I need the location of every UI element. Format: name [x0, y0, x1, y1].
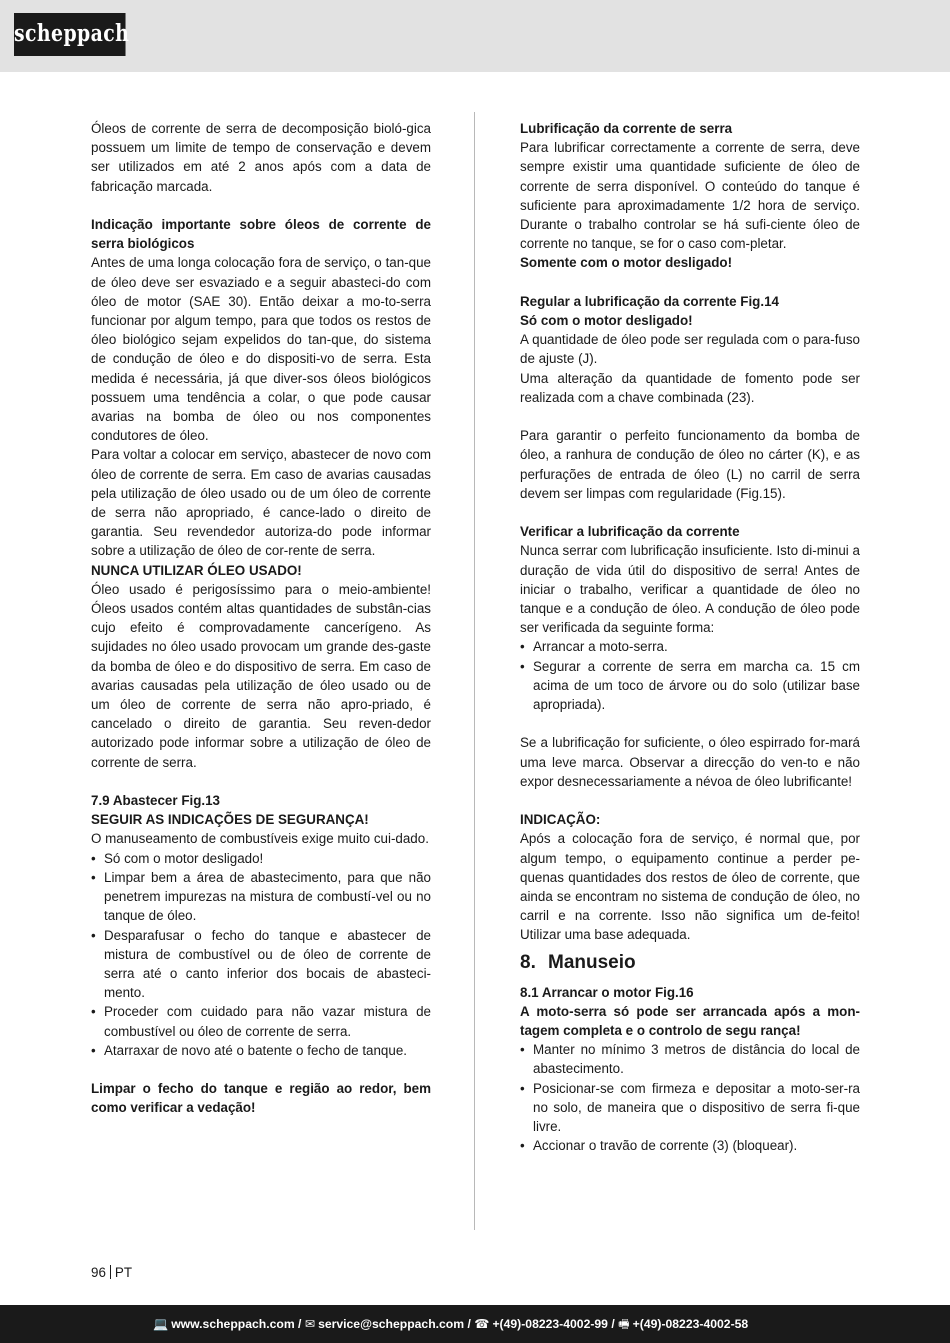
regulate-paragraph-3: Para garantir o perfeito funcionamento da bomba de óleo, a ranhura de condução de óleo no cárter (K), e as perfurações de entrada de óleo (L) no carril de serra devem ser limpas com regularidade (Fig.15). [520, 428, 860, 501]
important-heading: Indicação importante sobre óleos de corrente de serra biológicos [91, 217, 431, 252]
start-bullet-list [520, 1040, 860, 1155]
mail-icon: ✉ [304, 1317, 316, 1331]
list-item: • Proceder com cuidado para não vazar mistura de combustível ou óleo de corrente de serra. [91, 1002, 431, 1040]
section-paragraph: O manuseamento de combustíveis exige muito cui-dado. [91, 831, 429, 847]
page-separator [110, 1265, 111, 1279]
list-item: • Desparafusar o fecho do tanque e abastecer de mistura de combustível ou de óleo de corrente de serra até o canto inferior dos bocais de abasteci-mento. [91, 926, 431, 1003]
left-column [91, 119, 431, 1118]
never-heading: NUNCA UTILIZAR ÓLEO USADO! [91, 562, 302, 578]
chapter-title: Manuseio [548, 951, 636, 973]
column-divider [474, 112, 475, 1230]
note-heading: INDICAÇÃO: [520, 812, 601, 828]
page-number-value: 96 [91, 1265, 106, 1280]
footer-contact [153, 1305, 748, 1343]
footer-bar [0, 1305, 950, 1343]
footer-phone: +(49)-08223-4002-99 / [492, 1317, 615, 1331]
footer-fax: +(49)-08223-4002-58 [632, 1317, 749, 1331]
regulate-paragraph-2: Uma alteração da quantidade de fomento pode ser realizada com a chave combinada (23). [520, 370, 860, 405]
list-item: • Só com o motor desligado! [91, 849, 431, 868]
check-bullet-list [520, 637, 860, 714]
chapter-heading [520, 945, 860, 983]
list-item: • Manter no mínimo 3 metros de distância do local de abastecimento. [520, 1040, 860, 1078]
list-item: • Arrancar a moto-serra. [520, 637, 860, 656]
page-language: PT [114, 1265, 133, 1280]
check-paragraph: Nunca serrar com lubrificação insuficiente. Isto di-minui a duração de vida útil do dispositivo de serra! Antes de iniciar o trabalho, verificar a quantidade de óleo no tanque e a condução de óleo. A condução de óleo pode ser verificada da seguinte forma: [520, 543, 860, 636]
list-item: • Segurar a corrente de serra em marcha ca. 15 cm acima de um toco de árvore ou do solo (utilizar base apropriada). [520, 657, 860, 715]
regulate-paragraph-1: A quantidade de óleo pode ser regulada com o para-fuso de ajuste (J). [520, 332, 860, 367]
footer-mail[interactable]: service@scheppach.com / [318, 1317, 471, 1331]
start-heading: 8.1 Arrancar o motor Fig.16 [520, 984, 694, 1000]
footer-web[interactable]: www.scheppach.com / [171, 1317, 302, 1331]
closing-bold: Limpar o fecho do tanque e região ao redor, bem como verificar a vedação! [91, 1081, 431, 1116]
laptop-icon: 💻 [153, 1317, 169, 1331]
important-paragraph-1: Antes de uma longa colocação fora de serviço, o tan-que de óleo deve ser esvaziado e a seguir abasteci-do com óleo de motor (SAE 30). Então deixar a mo-to-serra funcionar por algum tempo, para que todos os restos de óleo biológico sejam expelidos do tan-que, do sistema de condução de óleo e do dispositi-vo de serra. Esta medida é necessária, já que diver-sos óleos biológicos possuem uma tendência a colar, o que pode causar avarias na bomba de óleo ou nos componentes condutores de óleo. [91, 255, 431, 444]
check-heading: Verificar a lubrificação da corrente [520, 524, 740, 540]
important-paragraph-2: Para voltar a colocar em serviço, abastecer de novo com óleo de corrente de serra. Em caso de avarias causadas pela utilização de óleo usado ou de um óleo de corrente de serra não apropriado, é cance-lado o direito de garantia. Seu revendedor autoriza-do pode informar sobre a utilização de óleo de cor-rente de serra. [91, 447, 431, 559]
never-paragraph: Óleo usado é perigosíssimo para o meio-ambiente! Óleos usados contém altas quantidades de substân-cias cujo efeito é comprovadamente cancerígeno. As sujidades no óleo usado provocam um grande des-gaste da bomba de óleo e do dispositivo de serra. Em caso de avarias causadas pela utilização de óleo usado ou de um óleo de corrente de serra não apro-priado, é cancelado o direito de garantia. Seu reven-dedor autorizado pode informar sobre a utilização de óleo de corrente de serra. [91, 581, 431, 770]
right-column [520, 119, 860, 1155]
start-bold: A moto-serra só pode ser arrancada após a mon-tagem completa e o controlo de segu rança! [520, 1003, 860, 1039]
page-number [91, 1265, 132, 1280]
list-item: • Atarraxar de novo até o batente o fecho de tanque. [91, 1041, 431, 1060]
safety-heading: SEGUIR AS INDICAÇÕES DE SEGURANÇA! [91, 812, 369, 828]
lubrication-paragraph: Para lubrificar correctamente a corrente de serra, deve sempre existir uma quantidade suficiente de óleo de corrente de serra disponível. O conteúdo do tanque é suficiente para aproximadamente 1/2 hora de serviço. Durante o trabalho controlar se há sufi-ciente óleo de corrente no tanque, se for o caso com-pletar. [520, 140, 860, 252]
list-item: • Limpar bem a área de abastecimento, para que não penetrem impurezas na mistura de combustí-vel ou no tanque de óleo. [91, 868, 431, 926]
refuel-bullet-list [91, 849, 431, 1060]
chapter-number: 8. [520, 951, 536, 973]
brand-logo: scheppach [14, 13, 126, 56]
fax-icon: 🖷 [618, 1317, 630, 1331]
lubrication-heading: Lubrificação da corrente de serra [520, 121, 733, 136]
regulate-heading: Regular a lubrificação da corrente Fig.14 [520, 293, 779, 309]
intro-paragraph: Óleos de corrente de serra de decomposição bioló-gica possuem um limite de tempo de conservação e devem ser utilizados em até 2 anos após com a data de fabricação marcada. [91, 121, 431, 194]
list-item: • Posicionar-se com firmeza e depositar a moto-ser-ra no solo, de maneira que o dispositivo de serra fi-que livre. [520, 1079, 860, 1137]
list-item: • Accionar o travão de corrente (3) (bloquear). [520, 1136, 860, 1155]
note-paragraph: Após a colocação fora de serviço, é normal que, por algum tempo, o equipamento continue a perder pe-quenas quantidades dos restos de óleo de corrente, que ainda se encontram no sistema de condução de óleo, no carril e na corrente. Isso não significa um de-feito! Utilizar uma base adequada. [520, 831, 860, 943]
section-heading: 7.9 Abastecer Fig.13 [91, 793, 221, 809]
check-paragraph-2: Se a lubrificação for suficiente, o óleo espirrado for-mará uma leve marca. Observar a direcção do ven-to e não expor desnecessariamente a névoa de óleo lubrificante! [520, 735, 860, 789]
regulate-bold: Só com o motor desligado! [520, 313, 693, 329]
header-bar [0, 0, 950, 72]
phone-icon: ☎ [474, 1317, 490, 1331]
lubrication-bold: Somente com o motor desligado! [520, 255, 733, 271]
